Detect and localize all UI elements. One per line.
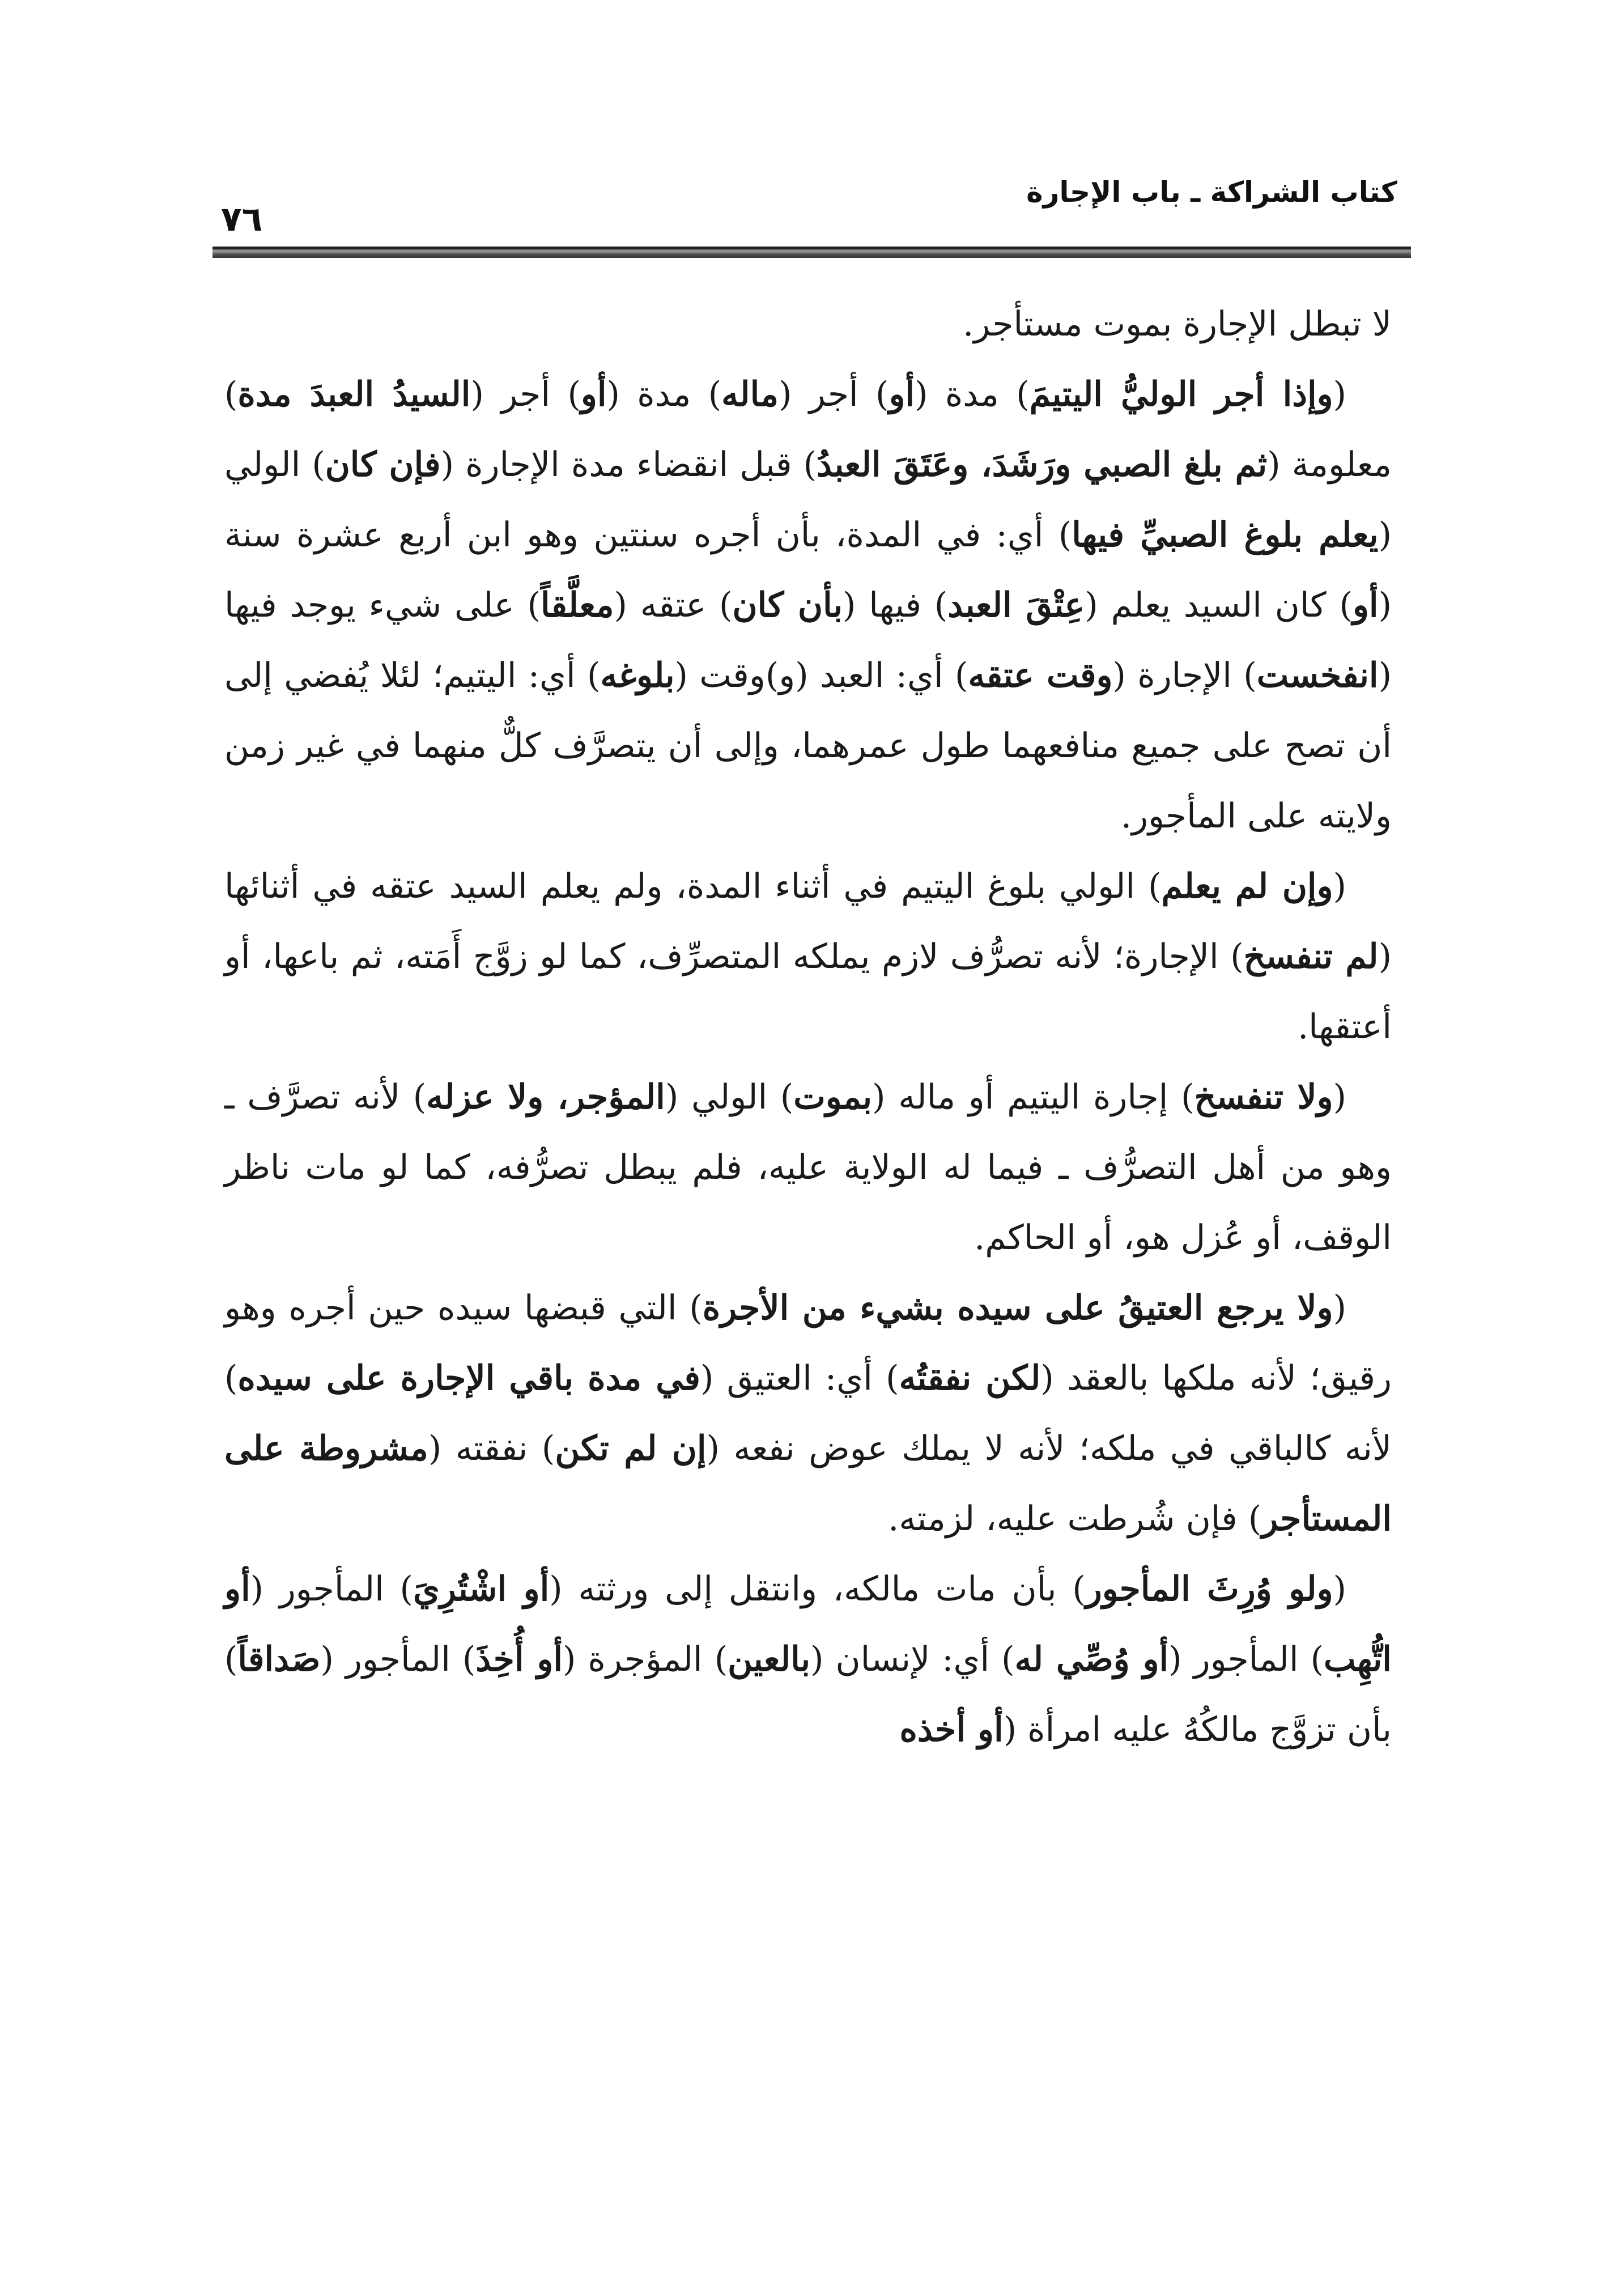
bold-matn-text: أو وُصِّي له bbox=[1014, 1640, 1169, 1679]
paragraph bbox=[224, 1273, 1392, 1554]
commentary-text: ) نفقته ( bbox=[428, 1429, 555, 1468]
bold-matn-text: أو bbox=[1352, 585, 1379, 625]
bold-matn-text: بالعين bbox=[728, 1640, 811, 1679]
bold-matn-text: أو أُخِذَ bbox=[475, 1640, 563, 1679]
bold-matn-text: صَداقاً bbox=[237, 1640, 321, 1679]
bold-matn-text: وإن لم يعلم bbox=[1161, 867, 1333, 906]
commentary-text: ) الإجارة ( bbox=[1112, 656, 1257, 695]
commentary-text: ) قبل انقضاء مدة الإجارة ( bbox=[440, 445, 817, 485]
running-header-title: كتاب الشراكة ـ باب الإجارة bbox=[1026, 176, 1397, 209]
paragraph bbox=[224, 359, 1392, 851]
header-rule-divider bbox=[212, 247, 1411, 258]
body-text bbox=[224, 289, 1392, 1765]
commentary-text: ) إجارة اليتيم أو ماله ( bbox=[872, 1077, 1194, 1117]
commentary-text: ) أجر ( bbox=[779, 375, 889, 414]
commentary-text: ) لأنه كالباقي في ملكه؛ لأنه لا يملك عوض نفعه ( bbox=[224, 1358, 1392, 1468]
commentary-text: ) التي قبضها سيده حين أجره وهو رقيق؛ لأنه ملكها بالعقد ( bbox=[224, 1288, 1392, 1398]
commentary-text: ) أي: اليتيم؛ لئلا يُفضي إلى أن تصح على جميع منافعهما طول عمرهما، وإلى أن يتصرَّف كلٌّ منهما في غير زمن ولايته على المأجور. bbox=[224, 656, 1392, 836]
commentary-text: ) كان السيد يعلم ( bbox=[1085, 585, 1353, 625]
commentary-text: ) معلومة ( bbox=[224, 375, 1392, 485]
commentary-text: ) على شيء يوجد فيها ( bbox=[224, 585, 1392, 695]
commentary-text: ( bbox=[1333, 1569, 1346, 1609]
bold-matn-text: أو اتُّهِب bbox=[224, 1569, 1392, 1679]
bold-matn-text: أو اشْتُرِيَ bbox=[413, 1569, 550, 1609]
commentary-text: ) أي: لإنسان ( bbox=[810, 1640, 1015, 1679]
bold-matn-text: يعلم بلوغ الصبيِّ فيها bbox=[1072, 515, 1379, 555]
page-number: ٧٦ bbox=[221, 199, 263, 239]
bold-matn-text: أو bbox=[580, 375, 607, 414]
bold-matn-text: ثم بلغ الصبي ورَشَدَ، وعَتَقَ العبدُ bbox=[817, 445, 1268, 485]
bold-matn-text: المؤجر، ولا عزله bbox=[426, 1077, 665, 1117]
commentary-text: ) مدة ( bbox=[915, 375, 1030, 414]
commentary-text: ) بأن مات مالكه، وانتقل إلى ورثته ( bbox=[549, 1569, 1086, 1609]
bold-matn-text: ولا تنفسخ bbox=[1194, 1077, 1333, 1117]
bold-matn-text: مشروطة على المستأجر bbox=[224, 1429, 1392, 1539]
bold-matn-text: فإن كان bbox=[325, 445, 441, 485]
commentary-text: ) الولي ( bbox=[224, 445, 1392, 555]
commentary-text: ( bbox=[1333, 1077, 1347, 1117]
commentary-text: ( bbox=[1333, 375, 1347, 414]
bold-matn-text: ولو وُرِثَ المأجور bbox=[1085, 1569, 1333, 1609]
commentary-text: ) بأن تزوَّج مالكُهُ عليه امرأة ( bbox=[224, 1640, 1392, 1750]
commentary-text: ( bbox=[1333, 1288, 1346, 1328]
bold-matn-text: في مدة باقي الإجارة على سيده bbox=[237, 1358, 700, 1398]
bold-matn-text: عِتْقَ العبد bbox=[947, 585, 1085, 625]
bold-matn-text: بموت bbox=[793, 1077, 873, 1117]
commentary-text: ) عتقه ( bbox=[614, 585, 733, 625]
commentary-text: ) لأنه تصرَّف ـ وهو من أهل التصرُّف ـ فيما له الولاية عليه، فلم يبطل تصرُّفه، كما لو مات ناظر الوقف، أو عُزل هو، أو الحاكم. bbox=[224, 1077, 1392, 1258]
commentary-text: ) المأجور ( bbox=[250, 1569, 413, 1609]
commentary-text: ( bbox=[1333, 867, 1346, 906]
bold-matn-text: أو bbox=[888, 375, 915, 414]
bold-matn-text: لكن نفقتُه bbox=[899, 1358, 1041, 1398]
bold-matn-text: إن لم تكن bbox=[555, 1429, 707, 1468]
bold-matn-text: وإذا أجر الوليُّ اليتيمَ bbox=[1029, 375, 1333, 414]
commentary-text: ) الولي ( bbox=[665, 1077, 794, 1117]
bold-matn-text: وقت عتقه bbox=[968, 656, 1113, 695]
bold-matn-text: بأن كان bbox=[732, 585, 843, 625]
bold-matn-text: انفخست bbox=[1256, 656, 1379, 695]
bold-matn-text: لم تنفسخ bbox=[1243, 937, 1379, 976]
commentary-text: ) أي: العتيق ( bbox=[700, 1358, 899, 1398]
commentary-text: ) أي: العبد (و)وقت ( bbox=[674, 656, 968, 695]
bold-matn-text: أو أخذه bbox=[899, 1710, 1004, 1750]
commentary-text: ) المؤجرة ( bbox=[563, 1640, 728, 1679]
commentary-text: ) فإن شُرطت عليه، لزمته. bbox=[888, 1499, 1262, 1539]
commentary-text: ) المأجور ( bbox=[320, 1640, 476, 1679]
paragraph bbox=[224, 1554, 1392, 1765]
paragraph bbox=[224, 289, 1392, 359]
paragraph bbox=[224, 1062, 1392, 1273]
bold-matn-text: ولا يرجع العتيقُ على سيده بشيء من الأجرة bbox=[702, 1288, 1333, 1328]
bold-matn-text: بلوغه bbox=[600, 656, 675, 695]
bold-matn-text: معلَّقاً bbox=[540, 585, 614, 625]
commentary-text: ) مدة ( bbox=[606, 375, 722, 414]
paragraph bbox=[224, 851, 1392, 1062]
commentary-text: لا تبطل الإجارة بموت مستأجر. bbox=[963, 304, 1392, 344]
commentary-text: ) أي: في المدة، بأن أجره سنتين وهو ابن أربع عشرة سنة ( bbox=[224, 515, 1392, 625]
commentary-text: ) الإجارة؛ لأنه تصرُّف لازم يملكه المتصرِّف، كما لو زوَّج أَمَته، ثم باعها، أو أعتقها. bbox=[224, 937, 1392, 1047]
commentary-text: ) المأجور ( bbox=[1168, 1640, 1324, 1679]
commentary-text: ) أجر ( bbox=[470, 375, 581, 414]
bold-matn-text: ماله bbox=[721, 375, 779, 414]
bold-matn-text: السيدُ العبدَ مدة bbox=[237, 375, 471, 414]
commentary-text: ) الولي بلوغ اليتيم في أثناء المدة، ولم يعلم السيد عتقه في أثنائها ( bbox=[224, 867, 1392, 976]
commentary-text: ) فيها ( bbox=[843, 585, 948, 625]
